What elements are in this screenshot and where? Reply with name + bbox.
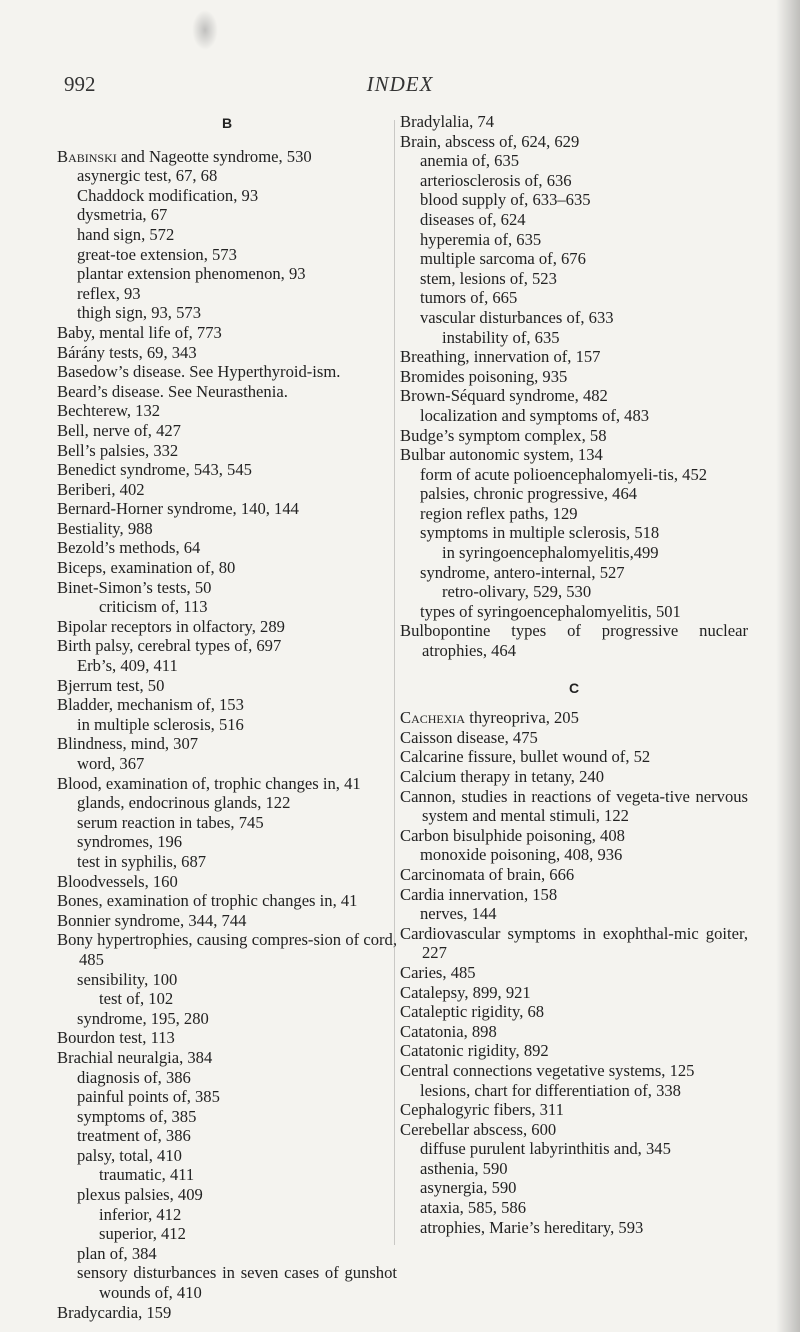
running-head: INDEX bbox=[366, 72, 434, 96]
index-entry: Catalepsy, 899, 921 bbox=[400, 982, 531, 1002]
index-entry: retro-olivary, 529, 530 bbox=[442, 582, 592, 602]
index-entry: Beriberi, 402 bbox=[57, 479, 145, 499]
index-entry: Basedow’s disease. See Hyperthyroid-ism. bbox=[57, 362, 341, 382]
index-entry: Bulbar autonomic system, 134 bbox=[400, 445, 603, 465]
index-entry: ataxia, 585, 586 bbox=[420, 1198, 526, 1218]
column-divider bbox=[394, 120, 395, 1245]
index-entry: Bechterew, 132 bbox=[57, 401, 161, 421]
index-entry: Brown-Séquard syndrome, 482 bbox=[400, 386, 608, 406]
index-entry: superior, 412 bbox=[99, 1224, 186, 1244]
index-entry: arteriosclerosis of, 636 bbox=[420, 170, 572, 190]
index-entry: diffuse purulent labyrinthitis and, 345 bbox=[420, 1139, 671, 1159]
index-entry: region reflex paths, 129 bbox=[420, 503, 578, 523]
index-entry: plantar extension phenomenon, 93 bbox=[77, 264, 306, 284]
index-entry: asthenia, 590 bbox=[420, 1158, 508, 1178]
index-entry: Erb’s, 409, 411 bbox=[77, 656, 178, 676]
index-entry: Cephalogyric fibers, 311 bbox=[400, 1100, 564, 1120]
index-entry: Caries, 485 bbox=[400, 962, 476, 982]
index-entry: plan of, 384 bbox=[77, 1243, 157, 1263]
index-entry: test in syphilis, 687 bbox=[77, 851, 207, 871]
index-entry: vascular disturbances of, 633 bbox=[420, 307, 614, 327]
ink-smudge bbox=[192, 10, 218, 50]
index-entry: plexus palsies, 409 bbox=[77, 1185, 203, 1205]
index-entry: Bárány tests, 69, 343 bbox=[57, 342, 197, 362]
index-entry: glands, endocrinous glands, 122 bbox=[77, 793, 291, 813]
index-entry: Blindness, mind, 307 bbox=[57, 734, 199, 754]
index-entry: Bonnier syndrome, 344, 744 bbox=[57, 910, 247, 930]
index-entry: Carcinomata of brain, 666 bbox=[400, 864, 575, 884]
index-entry: Catatonic rigidity, 892 bbox=[400, 1041, 549, 1061]
index-entry: atrophies, Marie’s hereditary, 593 bbox=[420, 1217, 644, 1237]
index-entry: Binet-Simon’s tests, 50 bbox=[57, 577, 212, 597]
index-entry: dysmetria, 67 bbox=[77, 205, 168, 225]
index-entry: Blood, examination of, trophic changes in, 41 bbox=[57, 773, 361, 793]
right-entries-bottom bbox=[400, 708, 748, 1237]
right-column bbox=[400, 112, 748, 1237]
index-entry: Bony hypertrophies, causing compres-sion of cord, 485 bbox=[57, 930, 397, 969]
left-column bbox=[57, 112, 397, 1322]
index-entry: hyperemia of, 635 bbox=[420, 229, 542, 249]
index-entry: lesions, chart for differentiation of, 338 bbox=[420, 1080, 681, 1100]
index-entry: instability of, 635 bbox=[442, 327, 560, 347]
page-header bbox=[60, 72, 740, 102]
index-entry: Brain, abscess of, 624, 629 bbox=[400, 131, 580, 151]
index-entry: Bladder, mechanism of, 153 bbox=[57, 695, 244, 715]
index-entry: Cardia innervation, 158 bbox=[400, 884, 558, 904]
index-entry: Bradycardia, 159 bbox=[57, 1302, 172, 1322]
index-entry: Bell, nerve of, 427 bbox=[57, 420, 181, 440]
index-entry: traumatic, 411 bbox=[99, 1165, 195, 1185]
index-entry: symptoms in multiple sclerosis, 518 bbox=[420, 523, 660, 543]
index-entry: Baby, mental life of, 773 bbox=[57, 322, 222, 342]
index-entry: Cataleptic rigidity, 68 bbox=[400, 1002, 545, 1022]
index-entry: symptoms of, 385 bbox=[77, 1106, 197, 1126]
index-entry: hand sign, 572 bbox=[77, 224, 175, 244]
index-entry: Calcium therapy in tetany, 240 bbox=[400, 767, 604, 786]
index-entry: treatment of, 386 bbox=[77, 1126, 191, 1146]
index-entry: diagnosis of, 386 bbox=[77, 1067, 191, 1087]
index-entry: Catatonia, 898 bbox=[400, 1021, 497, 1041]
index-entry: palsies, chronic progressive, 464 bbox=[420, 484, 638, 504]
index-entry: painful points of, 385 bbox=[77, 1087, 220, 1107]
index-entry: monoxide poisoning, 408, 936 bbox=[420, 845, 623, 865]
index-entry: thigh sign, 93, 573 bbox=[77, 303, 201, 323]
index-entry bbox=[400, 708, 748, 728]
index-entry: Bezold’s methods, 64 bbox=[57, 538, 201, 558]
index-entry: Bipolar receptors in olfactory, 289 bbox=[57, 616, 285, 636]
right-entries-top bbox=[400, 112, 748, 661]
index-entry: Bulbopontine types of progressive nuclear atrophies, 464 bbox=[400, 621, 748, 661]
entry-text: thyreopriva, 205 bbox=[465, 708, 579, 728]
index-entry: Bourdon test, 113 bbox=[57, 1028, 175, 1048]
index-entry: great-toe extension, 573 bbox=[77, 244, 237, 264]
index-entry: Cardiovascular symptoms in exophthal-mic goiter, 227 bbox=[400, 923, 748, 963]
index-entry: Bloodvessels, 160 bbox=[57, 871, 178, 891]
index-entry: blood supply of, 633–635 bbox=[420, 190, 591, 210]
index-entry: Cerebellar abscess, 600 bbox=[400, 1119, 557, 1139]
index-entry: Bjerrum test, 50 bbox=[57, 675, 165, 695]
left-entries bbox=[57, 147, 397, 1323]
index-entry: asynergic test, 67, 68 bbox=[77, 166, 218, 186]
index-entry: tumors of, 665 bbox=[420, 288, 518, 308]
page-edge-shadow bbox=[776, 0, 800, 1332]
index-entry: Brachial neuralgia, 384 bbox=[57, 1047, 213, 1067]
index-entry: syndromes, 196 bbox=[77, 832, 183, 852]
index-entry: syndrome, 195, 280 bbox=[77, 1008, 209, 1028]
entry-lead-term: Babinski bbox=[57, 146, 117, 166]
index-entry: Bromides poisoning, 935 bbox=[400, 366, 568, 386]
index-entry: sensory disturbances in seven cases of gunshot wounds of, 410 bbox=[77, 1263, 397, 1303]
index-entry: Benedict syndrome, 543, 545 bbox=[57, 460, 252, 480]
entry-lead-term: Cachexia bbox=[400, 708, 466, 728]
index-entry: form of acute polioencephalomyeli-tis, 452 bbox=[420, 464, 708, 484]
index-entry: Cannon, studies in reactions of vegeta-tive nervous system and mental stimuli, 122 bbox=[400, 786, 748, 826]
page-number: 992 bbox=[64, 72, 96, 96]
index-entry: localization and symptoms of, 483 bbox=[420, 405, 650, 425]
index-entry: Carbon bisulphide poisoning, 408 bbox=[400, 825, 625, 845]
index-entry: Beard’s disease. See Neurasthenia. bbox=[57, 381, 288, 401]
index-entry: Central connections vegetative systems, 125 bbox=[400, 1060, 695, 1080]
index-entry: Bell’s palsies, 332 bbox=[57, 440, 179, 460]
index-entry: Caisson disease, 475 bbox=[400, 727, 538, 747]
index-entry: diseases of, 624 bbox=[420, 209, 526, 229]
index-entry: reflex, 93 bbox=[77, 283, 141, 303]
index-entry: types of syringoencephalomyelitis, 501 bbox=[420, 601, 681, 621]
index-entry: Bradylalia, 74 bbox=[400, 112, 495, 131]
index-entry: anemia of, 635 bbox=[420, 151, 520, 171]
index-entry: Chaddock modification, 93 bbox=[77, 185, 259, 205]
index-entry: Breathing, innervation of, 157 bbox=[400, 347, 601, 367]
index-entry: Calcarine fissure, bullet wound of, 52 bbox=[400, 747, 651, 767]
index-entry bbox=[57, 147, 397, 167]
letter-heading-b: B bbox=[221, 115, 233, 131]
index-entry: in multiple sclerosis, 516 bbox=[77, 714, 244, 734]
index-entry: multiple sarcoma of, 676 bbox=[420, 249, 586, 269]
index-entry: asynergia, 590 bbox=[420, 1178, 517, 1198]
index-entry: test of, 102 bbox=[99, 989, 174, 1009]
index-entry: stem, lesions of, 523 bbox=[420, 268, 557, 288]
index-entry: Bestiality, 988 bbox=[57, 518, 153, 538]
letter-heading-c: C bbox=[568, 679, 580, 696]
index-entry: inferior, 412 bbox=[99, 1204, 182, 1224]
entry-text: and Nageotte syndrome, 530 bbox=[116, 146, 312, 166]
index-entry: Birth palsy, cerebral types of, 697 bbox=[57, 636, 282, 656]
index-entry: syndrome, antero-internal, 527 bbox=[420, 562, 625, 582]
index-entry: in syringoencephalomyelitis,499 bbox=[442, 543, 659, 563]
index-entry: Biceps, examination of, 80 bbox=[57, 558, 236, 578]
index-entry: Budge’s symptom complex, 58 bbox=[400, 425, 607, 445]
index-entry: criticism of, 113 bbox=[99, 597, 208, 617]
index-entry: serum reaction in tabes, 745 bbox=[77, 812, 264, 832]
index-entry: nerves, 144 bbox=[420, 904, 497, 924]
index-entry: Bernard-Horner syndrome, 140, 144 bbox=[57, 499, 299, 519]
index-entry: Bones, examination of trophic changes in, 41 bbox=[57, 891, 358, 911]
index-entry: palsy, total, 410 bbox=[77, 1145, 182, 1165]
index-entry: word, 367 bbox=[77, 754, 145, 773]
index-entry: sensibility, 100 bbox=[77, 969, 178, 989]
